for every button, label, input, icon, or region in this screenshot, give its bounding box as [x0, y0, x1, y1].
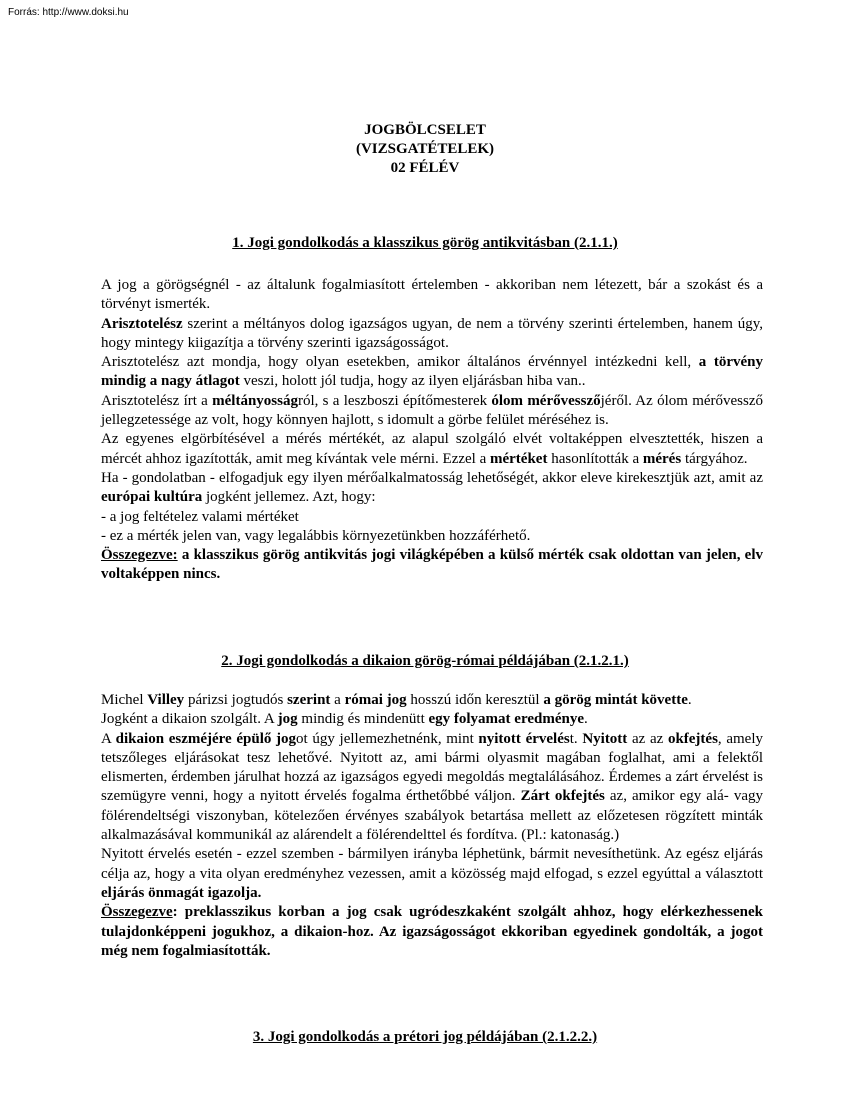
document-title — [0, 121, 850, 178]
list-item: - ez a mérték jelen van, vagy legalábbis környezetünkben hozzáférhető. — [101, 527, 531, 544]
title-line-1: JOGBÖLCSELET — [364, 122, 486, 138]
title-line-2: (VIZSGATÉTELEK) — [355, 141, 495, 157]
paragraph: A dikaion eszméjére épülő jogot úgy jellemezhetnénk, mint nyitott érvelést. Nyitott az az okfejtés, amely tetszőleges eljárásokat tesz lehetővé. Nyitott az, ami bármi olyasmit magában foglalhat, ami a felektől elismerten, érdemben járulhat hozzá az igazságos egyedi megoldás megtalálásához. Érdemes a zárt érvelést is szemügyre venni, hogy a nyitott érvelés fogalma érthetőbbé váljon. Zárt okfejtés az, amikor egy alá- vagy fölérendeltségi viszonyban, kötelezően érvényes szabályok betartása mellett az előzetesen rögzített minták alkalmazásával kommunikál az alárendelt a fölérendelttel és fordítva. (Pl.: katonaság.) — [101, 730, 763, 844]
paragraph: A jog a görögségnél - az általunk fogalmiasított értelemben - akkoriban nem létezett, bár a szokást és a törvényt ismerték. — [101, 277, 763, 313]
paragraph: Arisztotelész szerint a méltányos dolog igazságos ugyan, de nem a törvény szerinti értelemben, hanem úgy, hogy mintegy kiigazítja a törvény szerinti igazságosságot. — [101, 315, 763, 351]
section-1-heading: 1. Jogi gondolkodás a klasszikus görög antikvitásban (2.1.1.) — [232, 235, 618, 251]
paragraph: Michel Villey párizsi jogtudós szerint a római jog hosszú időn keresztül a görög mintát követte. — [101, 692, 692, 708]
source-url: Forrás: http://www.doksi.hu — [8, 7, 129, 18]
section-2-heading: 2. Jogi gondolkodás a dikaion görög-római példájában (2.1.2.1.) — [221, 653, 629, 669]
paragraph: Arisztotelész írt a méltányosságról, s a leszboszi építőmesterek ólom mérővesszőjéről. Az ólom mérővessző jellegzetessége az volt, hogy könnyen hajlott, s idomult a görbe felület méréséhez is. — [101, 392, 763, 429]
title-line-3: 02 FÉLÉV — [390, 160, 460, 176]
paragraph: Jogként a dikaion szolgált. A jog mindig és mindenütt egy folyamat eredménye. — [101, 711, 588, 728]
paragraph: Nyitott érvelés esetén - ezzel szemben - bármilyen irányba léphetünk, bármit nevesíthetünk. Az egész eljárás célja az, hogy a vita olyan eredményhez vezessen, amit a közösség majd elfogad, s ezzel egyúttal a választott eljárás önmagát igazolja. — [101, 846, 763, 901]
list-item: - a jog feltételez valami mértéket — [101, 508, 299, 525]
paragraph: Az egyenes elgörbítésével a mérés mértékét, az alapul szolgáló elvét voltaképpen elvesztették, hiszen a mércét ahhoz igazították, amit meg kívántak vele mérni. Ezzel a mértéket hasonlították a mérés tárgyához. — [101, 431, 763, 467]
summary: Összegezve: a klasszikus görög antikvitás jogi világképében a külső mérték csak oldottan van jelen, elv voltaképpen nincs. — [101, 547, 763, 583]
section-3-heading: 3. Jogi gondolkodás a prétori jog példájában (2.1.2.2.) — [252, 1029, 598, 1045]
paragraph: Arisztotelész azt mondja, hogy olyan esetekben, amikor általános érvénnyel intézkedni kell, a törvény mindig a nagy átlagot veszi, holott jól tudja, hogy az ilyen eljárásban hiba van.. — [101, 354, 763, 390]
section-1-body — [101, 276, 763, 585]
section-2-body — [101, 691, 763, 961]
paragraph: Ha - gondolatban - elfogadjuk egy ilyen mérőalkalmatosság lehetőségét, akkor eleve kirekesztjük azt, amit az európai kultúra jogként jellemez. Azt, hogy: — [101, 469, 763, 506]
summary: Összegezve: preklasszikus korban a jog csak ugródeszkaként szolgált ahhoz, hogy elérkezhessenek tulajdonképpeni jogukhoz, a dikaion-hoz. Az igazságosságot ekkoriban egyedinek gondolták, a jogot még nem fogalmiasították. — [101, 904, 763, 959]
